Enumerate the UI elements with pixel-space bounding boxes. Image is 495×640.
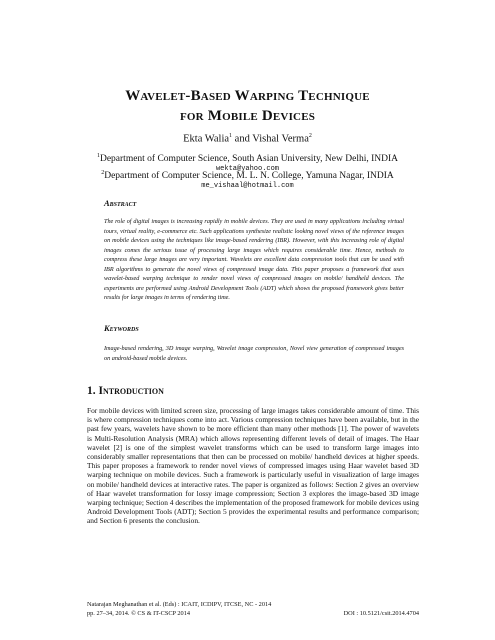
email-2: me_vishaal@hotmail.com bbox=[201, 182, 294, 190]
affiliation-1: $^1$Department of Computer Science, South Asian University, New Delhi, INDIA bbox=[96, 153, 399, 165]
footer-doi: DOI : 10.5121/csit.2014.4704 bbox=[343, 610, 419, 617]
keywords-heading: Keywords bbox=[104, 323, 139, 333]
title-line-1: Wavelet-Based Warping Technique bbox=[125, 88, 370, 104]
abstract-text: The role of digital images is increasing rapidly in mobile devices. They are used in many applications including virtual tours, virtual reality, e-commerce etc. Such applications synthesize realistic looking novel views of the reference images on mobile devices using the techniques like image-based rendering (IBR). However, with this increasing role of digital images comes the serious issue of processing large images which requires considerable time. Hence, methods to compress these large images are very important. Wavelets are excellent data compression tools that can be used with IBR algorithms to generate the novel views of compressed image data. This paper proposes a framework that uses wavelet-based warping technique to render novel views of compressed images on mobile/ handheld devices. The experiments are performed using Android Development Tools (ADT) which shows the proposed framework gives better results for large images in terms of rendering time. bbox=[104, 218, 404, 301]
introduction-heading: 1. Introduction bbox=[87, 385, 164, 397]
title-line-2: for Mobile Devices bbox=[179, 108, 316, 124]
keywords-text: Image-based rendering, 3D image warping, Wavelet image compression, Novel view generation of compressed images on android-based mobile devices. bbox=[104, 345, 404, 362]
introduction-text: For mobile devices with limited screen size, processing of large images takes considerable amount of time. This is where compression techniques come into act. Various compression techniques have been available, but in the past few years, wavelets have shown to be more efficient than many other methods [1]. The power of wavelets is Multi-Resolution Analysis (MRA) which allows representing different levels of detail of images. The Haar wavelet [2] is one of the simplest wavelet transforms which can be used to transform large images into considerably smaller representations that then can be processed on mobile/ handheld devices at higher speeds. This paper proposes a framework to render novel views of compressed images using Haar wavelet based 3D warping technique on mobile devices. Such a framework is particularly useful in visualization of large images on mobile/ handheld devices at interactive rates. The paper is organized as follows: Section 2 gives an overview of Haar wavelet transformation for lossy image compression; Section 3 explores the image-based 3D image warping technique; Section 4 describes the implementation of the proposed framework for mobile devices using Android Development Tools (ADT); Section 5 provides the experimental results and performance comparison; and Section 6 presents the conclusion. bbox=[87, 406, 419, 526]
footer bbox=[87, 600, 419, 618]
affiliation-2: $^2$Department of Computer Science, M. L. N. College, Yamuna Nagar, INDIA bbox=[101, 170, 394, 182]
footer-line-2: pp. 27–34, 2014. © CS & IT-CSCP 2014 bbox=[87, 610, 190, 617]
author-line: Ekta Walia$^1$ and Vishal Verma$^2$ bbox=[183, 133, 312, 145]
footer-line-1: Natarajan Meghanathan et al. (Eds) : ICAIT, ICDIPV, ITCSE, NC - 2014 bbox=[87, 601, 272, 608]
paper-title bbox=[0, 86, 495, 126]
abstract-heading: Abstract bbox=[104, 198, 137, 208]
email-1: wekta@yahoo.com bbox=[215, 165, 279, 173]
